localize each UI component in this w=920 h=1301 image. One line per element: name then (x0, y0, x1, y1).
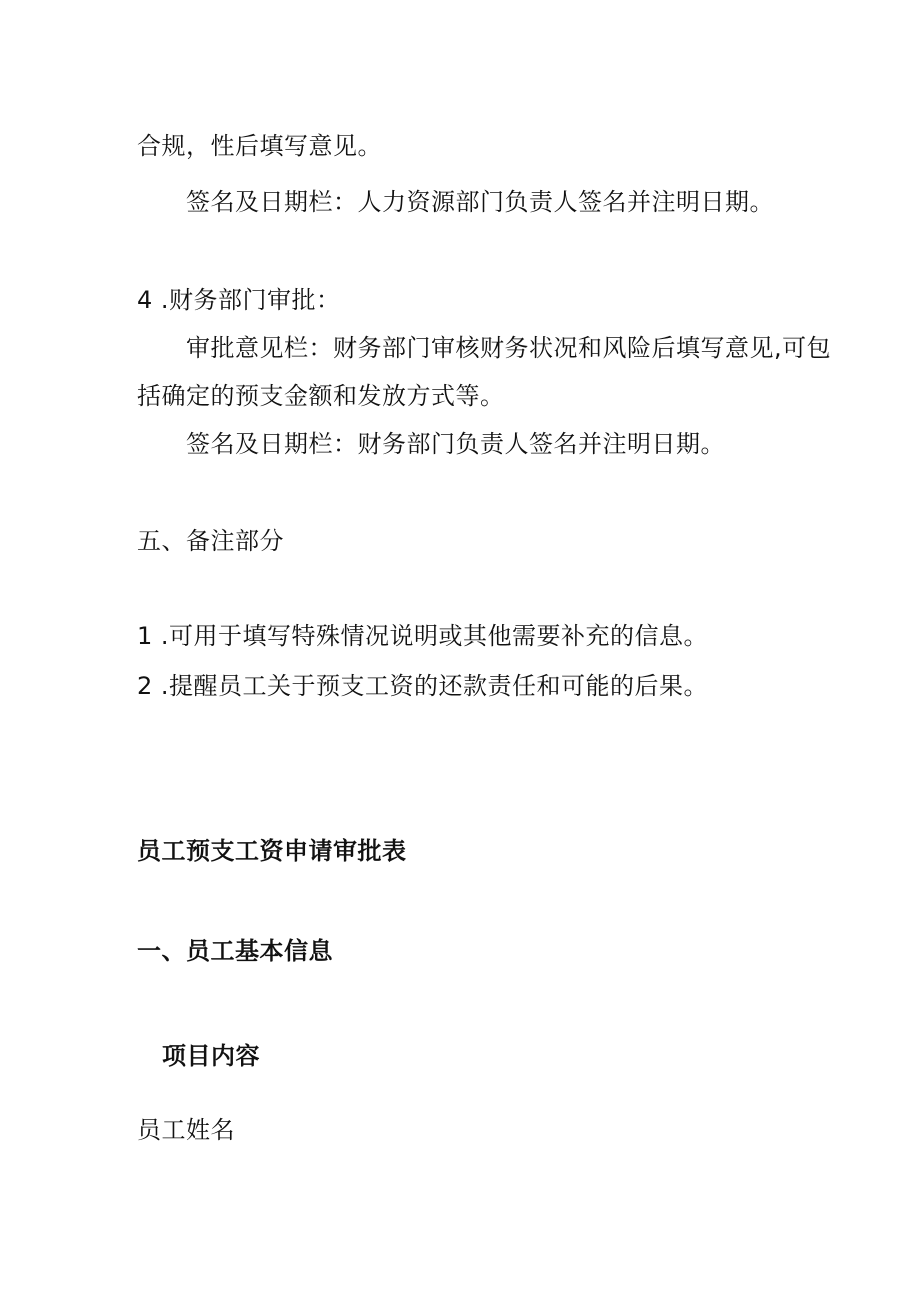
table-header-item-content: 项目内容 (162, 1042, 260, 1070)
section-heading-remarks: 五、备注部分 (137, 527, 284, 555)
section-item-finance-approval: 4 .财务部门审批： (137, 286, 341, 314)
paragraph-line: 合规，性后填写意见。 (137, 132, 382, 160)
remarks-item-2: 2 .提醒员工关于预支工资的还款责任和可能的后果。 (137, 672, 709, 700)
remarks-item-1: 1 .可用于填写特殊情况说明或其他需要补充的信息。 (137, 622, 709, 650)
section-heading-basic-info: 一、员工基本信息 (137, 937, 333, 965)
document-title: 员工预支工资申请审批表 (137, 837, 407, 865)
hr-signature-line: 签名及日期栏：人力资源部门负责人签名并注明日期。 (186, 188, 774, 216)
finance-signature-line: 签名及日期栏：财务部门负责人签名并注明日期。 (186, 430, 725, 458)
finance-opinion-continuation: 括确定的预支金额和发放方式等。 (137, 382, 505, 410)
field-label-employee-name: 员工姓名 (137, 1116, 235, 1144)
finance-opinion-line: 审批意见栏：财务部门审核财务状况和风险后填写意见,可包 (186, 334, 832, 362)
